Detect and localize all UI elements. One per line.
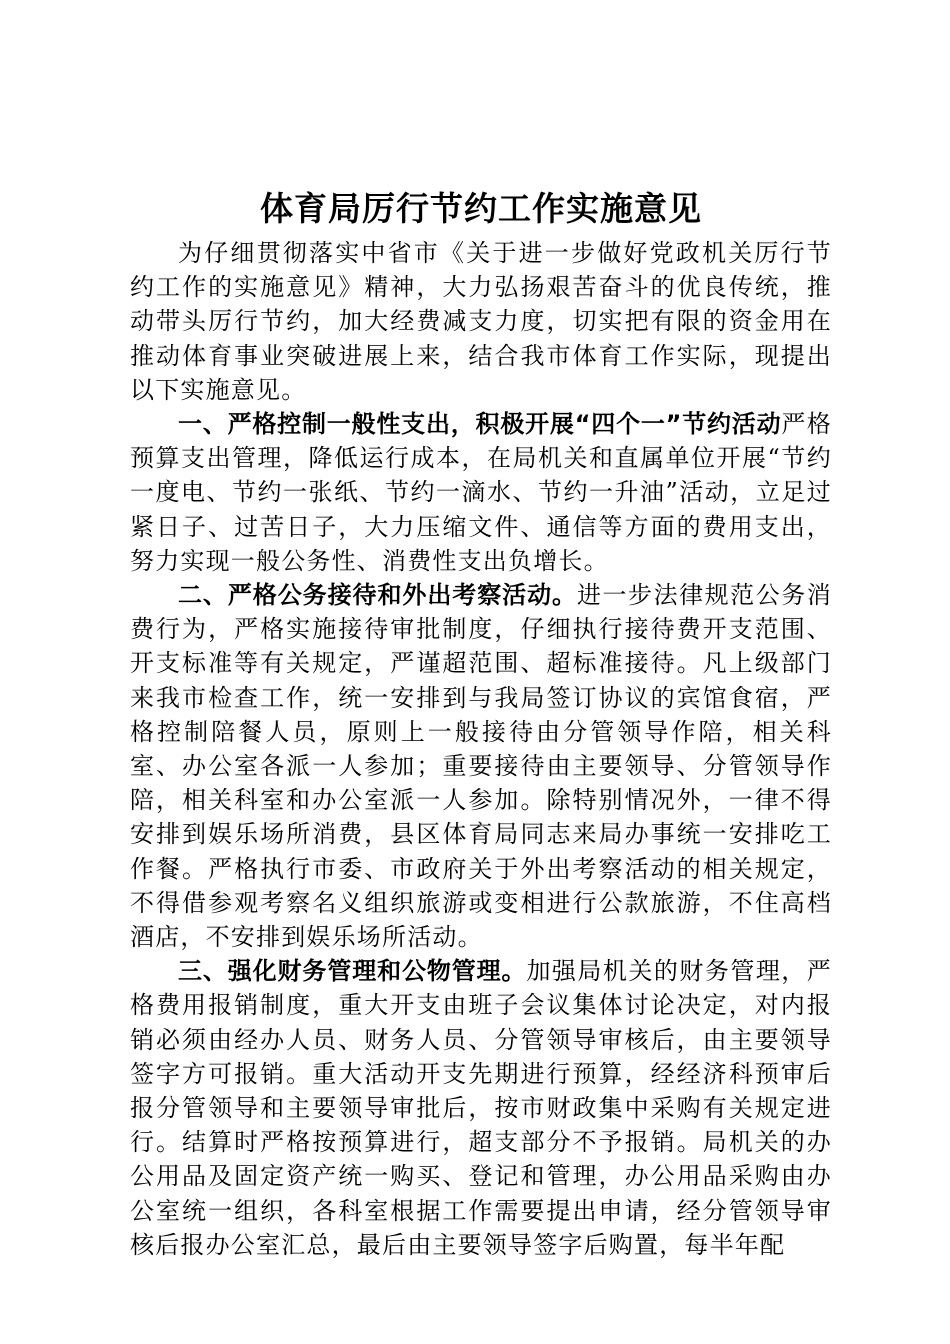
section-3-paragraph [130, 954, 832, 1262]
document-page [130, 184, 832, 1262]
section-1-body: 严格预算支出管理，降低运行成本，在局机关和直属单位开展“节约一度电、节约一张纸、节约一滴水、节约一升油”活动，立足过紧日子、过苦日子，大力压缩文件、通信等方面的费用支出，努力实现一般公务性、消费性支出负增长。 [130, 410, 833, 575]
section-1-paragraph [130, 407, 832, 578]
section-2-heading: 二、严格公务接待和外出考察活动。 [178, 581, 577, 610]
section-2-paragraph [130, 578, 832, 954]
section-1-heading: 一、严格控制一般性支出，积极开展“四个一”节约活动 [178, 410, 782, 439]
section-2-body: 进一步法律规范公务消费行为，严格实施接待审批制度，仔细执行接待费开支范围、开支标准等有关规定，严谨超范围、超标准接待。凡上级部门来我市检查工作，统一安排到与我局签订协议的宾馆食宿，严格控制陪餐人员，原则上一般接待由分管领导作陪，相关科室、办公室各派一人参加；重要接待由主要领导、分管领导作陪，相关科室和办公室派一人参加。除特别情况外，一律不得安排到娱乐场所消费，县区体育局同志来局办事统一安排吃工作餐。严格执行市委、市政府关于外出考察活动的相关规定，不得借参观考察名义组织旅游或变相进行公款旅游，不住高档酒店，不安排到娱乐场所活动。 [130, 581, 832, 952]
section-3-heading: 三、强化财务管理和公物管理。 [178, 957, 527, 986]
intro-paragraph: 为仔细贯彻落实中省市《关于进一步做好党政机关厉行节约工作的实施意见》精神，大力弘扬艰苦奋斗的优良传统，推动带头厉行节约，加大经费减支力度，切实把有限的资金用在推动体育事业突破进展上来，结合我市体育工作实际，现提出以下实施意见。 [130, 239, 832, 404]
document-title: 体育局厉行节约工作实施意见 [260, 189, 702, 228]
section-3-body: 加强局机关的财务管理，严格费用报销制度，重大开支由班子会议集体讨论决定，对内报销必须由经办人员、财务人员、分管领导审核后，由主要领导签字方可报销。重大活动开支先期进行预算，经经济科预审后报分管领导和主要领导审批后，按市财政集中采购有关规定进行。结算时严格按预算进行，超支部分不予报销。局机关的办公用品及固定资产统一购买、登记和管理，办公用品采购由办公室统一组织，各科室根据工作需要提出申请，经分管领导审核后报办公室汇总，最后由主要领导签字后购置，每半年配 [130, 957, 832, 1259]
